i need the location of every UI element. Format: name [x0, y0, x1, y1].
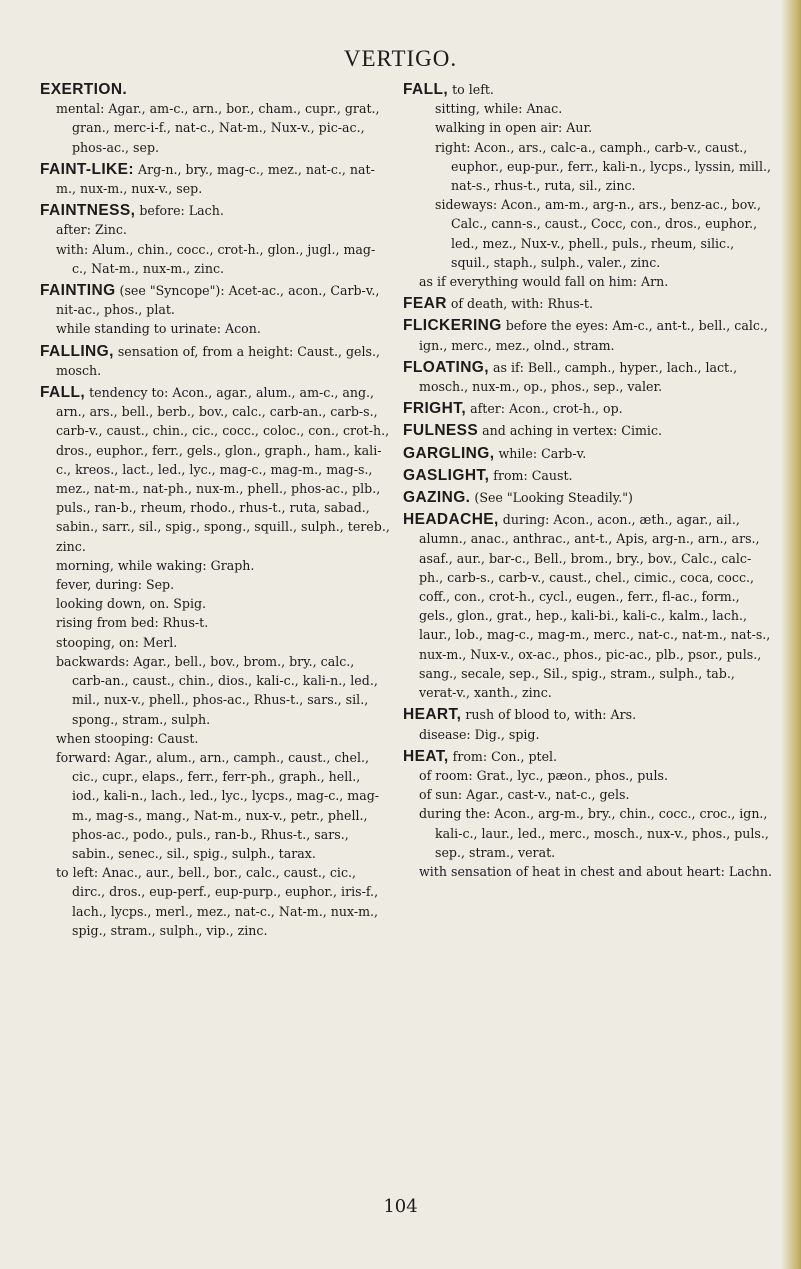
- entry-main-line: [40, 160, 390, 198]
- entry-heading: FAINTNESS,: [40, 202, 136, 220]
- entry-text: (see "Syncope"): Acet-ac., acon., Carb-v., nit-ac., phos., plat.: [56, 283, 380, 318]
- entry-subline: with sensation of heat in chest and about heart: Lachn.: [419, 863, 772, 879]
- entry-text: to left.: [452, 82, 494, 97]
- entry-heading: GARGLING,: [403, 444, 495, 462]
- entry-text: from: Con., ptel.: [452, 748, 558, 764]
- entry-subline: walking in open air: Aur.: [435, 120, 593, 136]
- entry-main-line: [403, 316, 773, 354]
- entry-main-line: [403, 80, 773, 99]
- entry-main-line: [403, 444, 773, 463]
- entry-subline: with: Alum., chin., cocc., crot-h., glon., jugl., mag-c., Nat-m., nux-m., zinc.: [56, 241, 376, 276]
- right-column: [403, 80, 773, 884]
- entry-main-line: [40, 201, 390, 220]
- entry-heading: HEADACHE,: [403, 511, 499, 529]
- entry-heading: HEART,: [403, 706, 462, 724]
- entry-main-line: [403, 358, 773, 396]
- entry-main-line: [40, 80, 390, 99]
- entry-text: rush of blood to, with: Ars.: [465, 707, 637, 723]
- entry-subline: during the: Acon., arg-m., bry., chin., cocc., croc., ign., kali-c., laur., led., merc., mosch., nux-v., phos., puls., sep., stram., verat.: [419, 806, 769, 860]
- index-entry: [40, 80, 390, 157]
- entry-subline: rising from bed: Rhus-t.: [56, 615, 209, 631]
- entry-subline: while standing to urinate: Acon.: [56, 321, 261, 337]
- index-entry: [403, 399, 773, 418]
- entry-subline: to left: Anac., aur., bell., bor., calc., caust., cic., dirc., dros., eup-perf., eup-purp., euphor., iris-f., lach., lycps., merl., mez., nat-c., Nat-m., nux-m., spig., stram., sulph., vip., zinc.: [56, 865, 379, 938]
- entry-main-line: [403, 488, 773, 507]
- page-number: 104: [383, 1196, 418, 1217]
- entry-subline: sideways: Acon., am-m., arg-n., ars., benz-ac., bov., Calc., cann-s., caust., Cocc, con., dros., euphor., led., mez., Nux-v., phell., puls., rheum, silic., squil., staph., sulph., valer., zinc.: [435, 197, 761, 270]
- entry-heading: GASLIGHT,: [403, 466, 490, 484]
- entry-subline: after: Zinc.: [56, 222, 127, 238]
- index-entry: [403, 747, 773, 881]
- entry-subline: looking down, on. Spig.: [56, 596, 207, 612]
- entry-main-line: [403, 399, 773, 418]
- entry-subline: morning, while waking: Graph.: [56, 557, 255, 573]
- entry-subline: as if everything would fall on him: Arn.: [419, 274, 669, 290]
- entry-text: before: Lach.: [139, 203, 224, 219]
- index-entry: [403, 80, 773, 291]
- entry-heading: FLICKERING: [403, 317, 502, 335]
- entry-text: during: Acon., acon., æth., agar., ail., alumn., anac., anthrac., ant-t., Apis, arg-n., arn., ars., asaf., aur., bar-c., Bell., brom., bry., bov., Calc., calc-ph., carb-s., carb-v., caust., chel., cimic., coca, cocc., coff., con., crot-h., cycl., eugen., ferr., fl-ac., form., gels., glon., grat., hep., kali-bi., kali-c., kalm., lach., laur., lob., mag-c., mag-m., merc., nat-c., nat-m., nat-s., nux-m., Nux-v., ox-ac., phos., pic-ac., plb., psor., puls., sang., secale, sep., Sil., spig., stram., sulph., tab., verat-v., xanth., zinc.: [419, 512, 771, 701]
- entry-subline: of room: Grat., lyc., pæon., phos., puls.: [419, 767, 668, 783]
- entry-subline: sitting, while: Anac.: [435, 101, 563, 117]
- entry-main-line: [40, 281, 390, 319]
- entry-heading: HEAT,: [403, 747, 449, 765]
- entry-main-line: [403, 466, 773, 485]
- index-entry: [403, 421, 773, 440]
- entry-subline: of sun: Agar., cast-v., nat-c., gels.: [419, 787, 630, 803]
- entry-subline: fever, during: Sep.: [56, 577, 175, 593]
- entry-heading: FRIGHT,: [403, 400, 467, 418]
- index-entry: [403, 358, 773, 396]
- index-entry: [403, 444, 773, 463]
- index-entry: [40, 201, 390, 278]
- entry-main-line: [403, 421, 773, 440]
- entry-heading: FLOATING,: [403, 358, 489, 376]
- entry-main-line: [40, 342, 390, 380]
- entry-text: tendency to: Acon., agar., alum., am-c., ang., arn., ars., bell., berb., bov., calc., carb-an., carb-s., carb-v., caust., chin., cic., cocc., coloc., con., crot-h., dros., euphor., ferr., gels., glon., graph., ham., kali-c., kreos., lact., led., lyc., mag-c., mag-m., mag-s., mez., nat-m., nat-ph., nux-m., phell., phos-ac., plb., puls., ran-b., rheum, rhodo., rhus-t., ruta, sabad., sabin., sarr., sil., spig., spong., squill., sulph., tereb., zinc.: [56, 385, 390, 554]
- entry-main-line: [403, 510, 773, 702]
- entry-subline: right: Acon., ars., calc-a., camph., carb-v., caust., euphor., eup-pur., ferr., kali-n., lycps., lyssin, mill., nat-s., rhus-t., ruta, sil., zinc.: [435, 139, 771, 194]
- entry-heading: FEAR: [403, 295, 447, 313]
- entry-text: from: Caust.: [493, 467, 573, 483]
- entry-heading: FULNESS: [403, 422, 479, 440]
- index-entry: [40, 281, 390, 339]
- entry-subline: disease: Dig., spig.: [419, 726, 540, 742]
- entry-subline: stooping, on: Merl.: [56, 634, 178, 650]
- entry-subline: backwards: Agar., bell., bov., brom., bry., calc., carb-an., caust., chin., dios., kali-c., kali-n., led., mil., nux-v., phell., phos-ac., Rhus-t., sars., sil., spong., stram., sulph.: [56, 653, 378, 727]
- index-entry: [403, 488, 773, 507]
- entry-heading: FALL,: [40, 384, 86, 402]
- entry-heading: GAZING.: [403, 489, 471, 507]
- entry-heading: EXERTION.: [40, 81, 128, 98]
- left-column: [40, 80, 390, 943]
- index-entry: [40, 383, 390, 940]
- entry-main-line: [403, 705, 773, 724]
- index-entry: [403, 466, 773, 485]
- entry-heading: FAINTING: [40, 282, 116, 300]
- entry-heading: FALL,: [403, 81, 449, 98]
- index-entry: [40, 342, 390, 380]
- entry-main-line: [40, 383, 390, 556]
- entry-main-line: [403, 294, 773, 313]
- entry-subline: mental: Agar., am-c., arn., bor., cham., cupr., grat., gran., merc-i-f., nat-c., Nat-m., Nux-v., pic-ac., phos-ac., sep.: [56, 101, 380, 155]
- entry-subline: forward: Agar., alum., arn., camph., caust., chel., cic., cupr., elaps., ferr., ferr-ph., graph., hell., iod., kali-n., lach., led., lyc., lycps., mag-c., mag-m., mag-s., mang., Nat-m., nux-v., petr., phell., phos-ac., podo., puls., ran-b., Rhus-t., sars., sabin., senec., sil., spig., sulph., tarax.: [56, 749, 380, 861]
- entry-text: (See "Looking Steadily."): [474, 490, 633, 506]
- page-edge: [781, 0, 801, 1269]
- index-entry: [403, 294, 773, 313]
- entry-main-line: [403, 747, 773, 766]
- entry-text: Arg-n., bry., mag-c., mez., nat-c., nat-m., nux-m., nux-v., sep.: [56, 161, 375, 197]
- entry-text: before the eyes: Am-c., ant-t., bell., calc., ign., merc., mez., olnd., stram.: [419, 318, 768, 353]
- entry-text: of death, with: Rhus-t.: [450, 296, 593, 312]
- index-entry: [403, 316, 773, 354]
- entry-subline: when stooping: Caust.: [56, 730, 199, 746]
- entry-text: while: Carb-v.: [498, 445, 587, 461]
- entry-text: as if: Bell., camph., hyper., lach., lact., mosch., nux-m., op., phos., sep., valer.: [419, 359, 738, 395]
- entry-text: sensation of, from a height: Caust., gels., mosch.: [56, 343, 381, 378]
- index-entry: [403, 705, 773, 743]
- entry-heading: FAINT-LIKE:: [40, 160, 134, 178]
- entry-text: after: Acon., crot-h., op.: [470, 401, 623, 417]
- running-title: VERTIGO.: [343, 46, 458, 71]
- entry-heading: FALLING,: [40, 342, 114, 360]
- index-entry: [403, 510, 773, 702]
- index-entry: [40, 160, 390, 198]
- entry-text: and aching in vertex: Cimic.: [482, 423, 662, 439]
